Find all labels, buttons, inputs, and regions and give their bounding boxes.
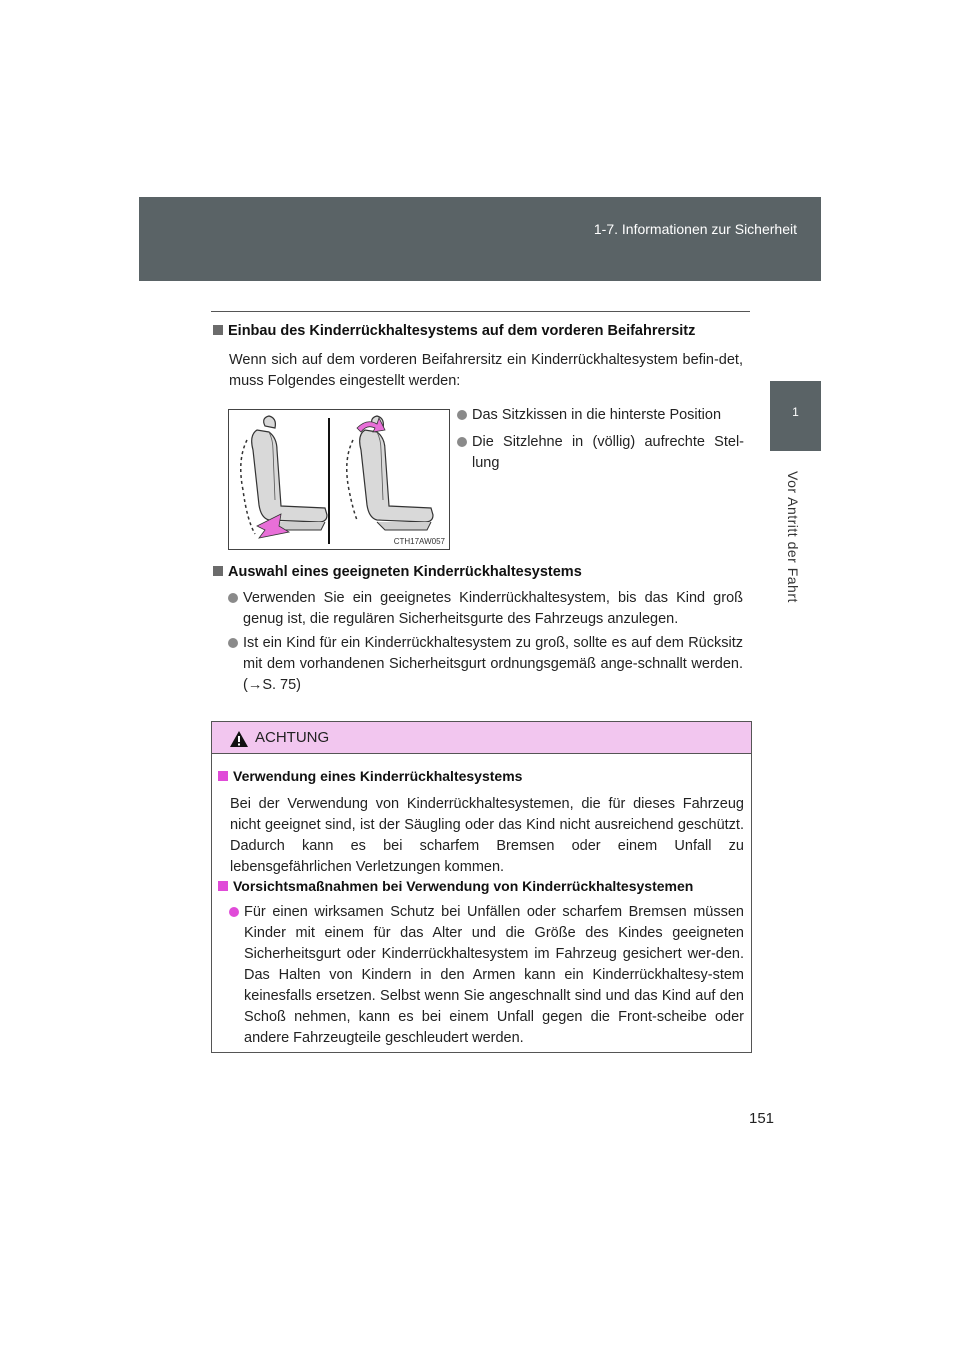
section1-heading: Einbau des Kinderrückhaltesystems auf dem vorderen Beifahrersitz [213, 323, 695, 339]
section-title: 1-7. Informationen zur Sicherheit [593, 221, 797, 237]
section2-bullet-1: Verwenden Sie ein geeignetes Kinderrückhaltesystem, bis das Kind groß genug ist, die regulären Sicherheitsgurte des Fahrzeugs anzulegen. [243, 588, 743, 630]
warning-box [211, 721, 752, 1053]
square-bullet-icon [213, 325, 223, 335]
seatback-upright-drawing [347, 416, 433, 530]
seat-adjustment-figure [228, 409, 450, 550]
chapter-tab-number: 1 [770, 381, 821, 451]
square-bullet-icon [213, 566, 223, 576]
round-bullet-icon [228, 638, 238, 648]
warning-sub1-text: Bei der Verwendung von Kinderrückhaltesystemen, die für dieses Fahrzeug nicht geeignet sind, ist der Säugling oder das Kind nicht ausreichend geschützt. Dadurch kann es bei scharfem Bremsen oder einem Unfall zu lebensgefährlichen Verletzungen kommen. [230, 796, 744, 875]
top-divider [211, 311, 750, 312]
chapter-tab-title [770, 451, 821, 941]
seat-illustration [229, 410, 449, 549]
warning-header [212, 722, 751, 754]
figure-code: CTH17AW057 [393, 537, 445, 546]
round-bullet-icon [229, 907, 239, 917]
warning-title: ACHTUNG [255, 729, 330, 746]
chapter-header-band [139, 197, 821, 281]
round-bullet-icon [228, 593, 238, 603]
seat-cushion-slide-drawing [241, 416, 327, 538]
round-bullet-icon [457, 410, 467, 420]
square-bullet-icon [218, 771, 228, 781]
warning-sub2-bullet: Für einen wirksamen Schutz bei Unfällen oder scharfem Bremsen müssen Kinder mit einem für das Alter und die Größe des Kindes geeigneten Sicherheitsgurt oder Kinderrückhaltesystem im Fahrzeug gesichert wer-den. Das Halten von Kindern in den Armen kann ein Kinderrückhaltesy-stem keinesfalls ersetzen. Selbst wenn Sie angeschnallt sind und das Kind auf den Schoß nehmen, kann es bei einem Unfall gegen die Front-scheibe oder andere Fahrzeugteile geschleudert werden. [244, 902, 744, 1049]
section1-intro: Wenn sich auf dem vorderen Beifahrersitz ein Kinderrückhaltesystem befin-det, muss Folgendes eingestellt werden: [229, 352, 743, 389]
section2-heading: Auswahl eines geeigneten Kinderrückhaltesystems [213, 564, 582, 580]
warning-triangle-icon [229, 730, 249, 748]
chapter-tab-title-text: Vor Antritt der Fahrt [785, 471, 801, 603]
square-bullet-icon [218, 881, 228, 891]
section1-bullet-2: Die Sitzlehne in (völlig) aufrechte Stel-lung [472, 432, 744, 474]
warning-sub2-heading: Vorsichtsmaßnahmen bei Verwendung von Kinderrückhaltesystemen [218, 878, 693, 894]
warning-sub1-heading: Verwendung eines Kinderrückhaltesystems [218, 768, 522, 784]
section2-bullet-2: Ist ein Kind für ein Kinderrückhaltesystem zu groß, sollte es auf dem Rücksitz mit dem vorhandenen Sicherheitsgurt ordnungsgemäß ange-schnallt werden. (→S. 75) [243, 633, 743, 696]
round-bullet-icon [457, 437, 467, 447]
section1-bullet-1: Das Sitzkissen in die hinterste Position [472, 405, 744, 426]
page-number: 151 [749, 1110, 775, 1127]
